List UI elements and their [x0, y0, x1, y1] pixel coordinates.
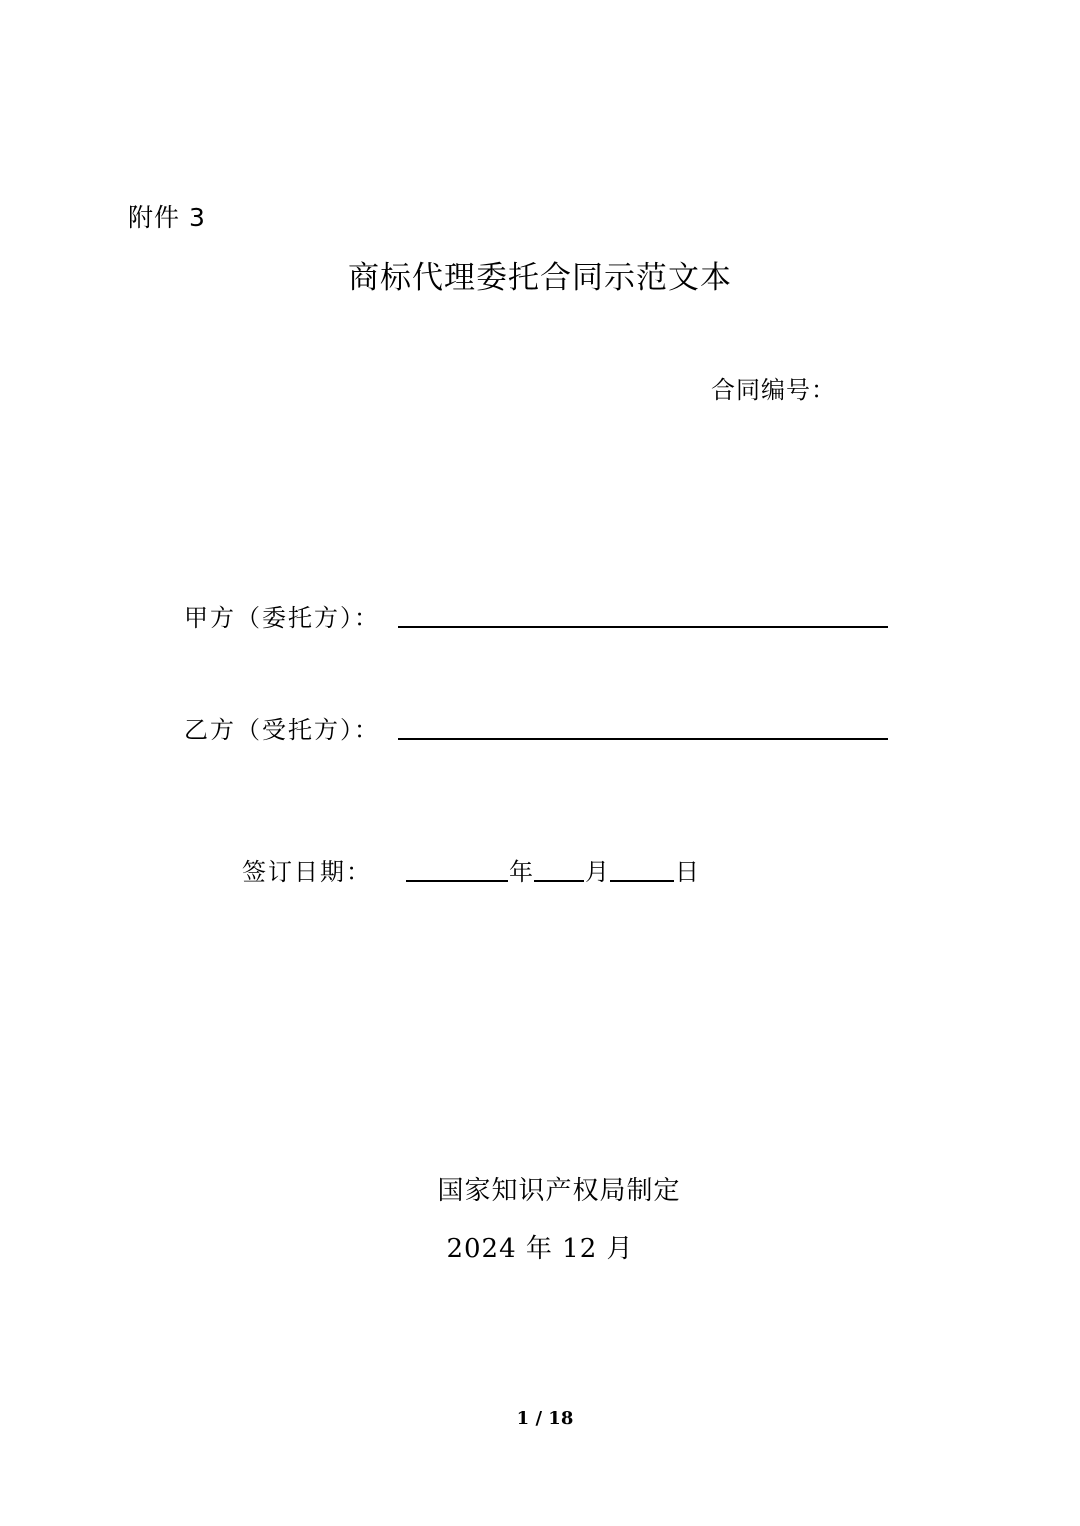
page-number: 1 / 18 [516, 1408, 574, 1429]
issuer-label: 国家知识产权局制定 [437, 1176, 681, 1206]
party-a-label: 甲方（委托方）： [184, 604, 380, 632]
year-blank-line [406, 880, 508, 882]
year-unit: 年 [509, 858, 533, 886]
party-b-blank-line [398, 738, 888, 740]
party-b-label: 乙方（受托方）： [184, 716, 380, 744]
issue-date: 2024 年 12 月 [446, 1234, 634, 1264]
day-unit: 日 [675, 858, 699, 886]
contract-number-label: 合同编号： [711, 376, 836, 404]
month-blank-line [534, 880, 584, 882]
party-a-blank-line [398, 626, 888, 628]
document-title: 商标代理委托合同示范文本 [348, 260, 732, 296]
attachment-label: 附件 3 [128, 203, 206, 232]
signing-date-label: 签订日期： [242, 858, 372, 886]
month-unit: 月 [585, 858, 609, 886]
day-blank-line [610, 880, 674, 882]
